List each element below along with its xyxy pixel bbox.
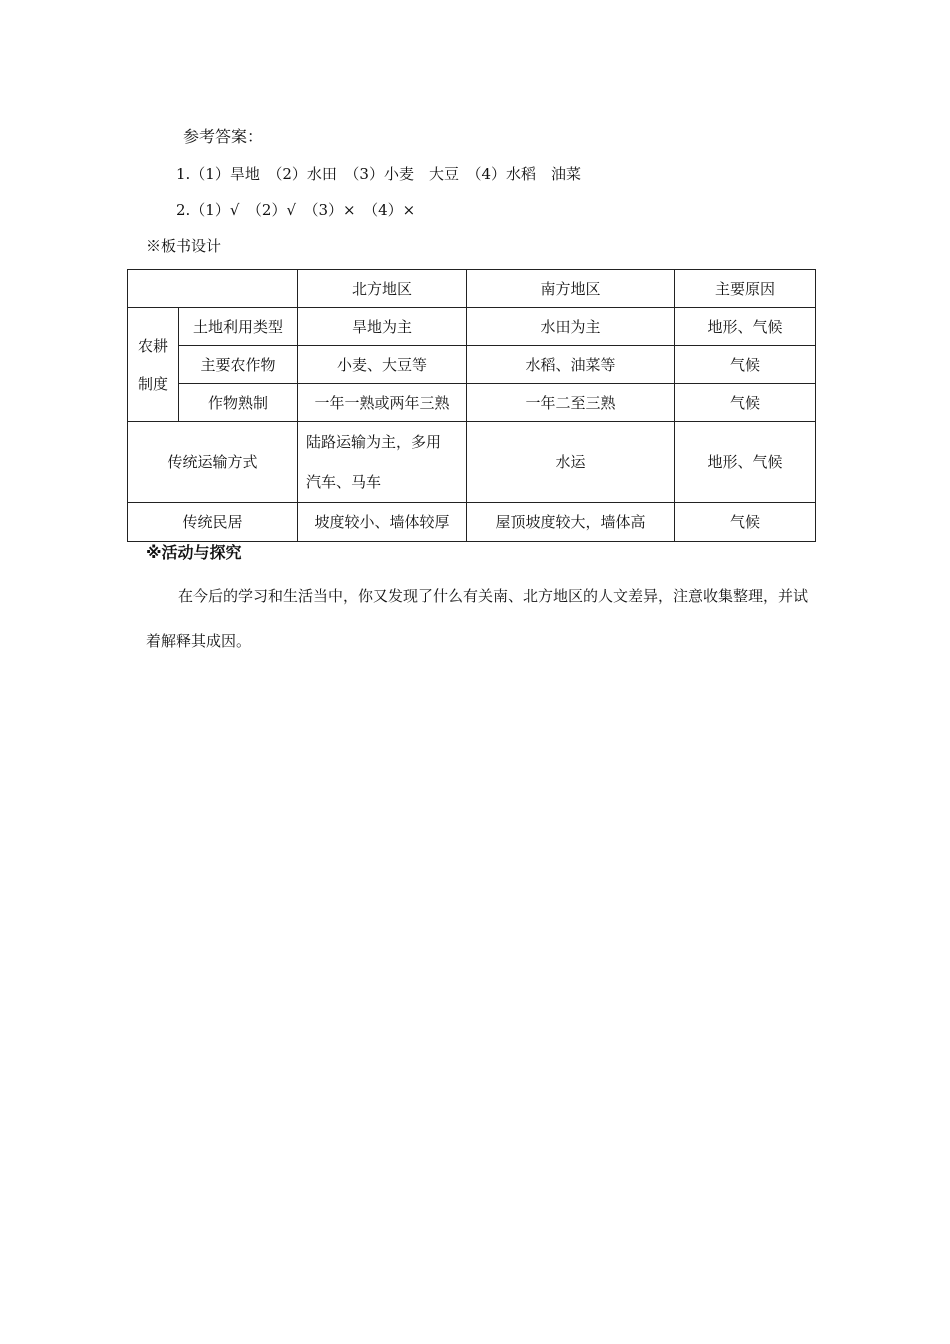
row-label: 作物熟制 — [179, 384, 298, 422]
transport-row — [128, 422, 816, 503]
answer-line-1: 1.（1）旱地 （2）水田 （3）小麦 大豆 （4）水稻 油菜 — [176, 165, 581, 183]
housing-south-cell: 屋顶坡度较大，墙体高 — [467, 503, 675, 542]
board-design-table — [127, 269, 816, 542]
housing-row — [128, 503, 816, 542]
table-row — [128, 384, 816, 422]
reference-answer-heading: 参考答案： — [183, 127, 264, 146]
south-cell: 一年二至三熟 — [467, 384, 675, 422]
south-cell: 水稻、油菜等 — [467, 346, 675, 384]
header-south: 南方地区 — [467, 270, 675, 308]
table-row — [128, 346, 816, 384]
header-north: 北方地区 — [298, 270, 467, 308]
table-row — [128, 308, 816, 346]
reason-cell: 地形、气候 — [675, 308, 816, 346]
south-cell: 水田为主 — [467, 308, 675, 346]
north-cell: 小麦、大豆等 — [298, 346, 467, 384]
north-cell: 旱地为主 — [298, 308, 467, 346]
farming-system-group-label — [128, 308, 179, 422]
row-label: 主要农作物 — [179, 346, 298, 384]
transport-label: 传统运输方式 — [128, 422, 298, 503]
activity-heading: ※活动与探究 — [146, 543, 242, 562]
north-cell: 一年一熟或两年三熟 — [298, 384, 467, 422]
row-label: 土地利用类型 — [179, 308, 298, 346]
housing-label: 传统民居 — [128, 503, 298, 542]
housing-reason-cell: 气候 — [675, 503, 816, 542]
housing-north-cell: 坡度较小、墙体较厚 — [298, 503, 467, 542]
transport-north-line-1: 陆路运输为主，多用 — [306, 433, 442, 451]
header-reason: 主要原因 — [675, 270, 816, 308]
answer-line-2: 2.（1）√ （2）√ （3）× （4）× — [176, 201, 416, 219]
header-empty-cell — [128, 270, 298, 308]
transport-south-cell: 水运 — [467, 422, 675, 503]
reason-cell: 气候 — [675, 346, 816, 384]
reason-cell: 气候 — [675, 384, 816, 422]
farming-group-line-2: 制度 — [137, 374, 168, 393]
transport-reason-cell: 地形、气候 — [675, 422, 816, 503]
board-design-heading: ※板书设计 — [146, 237, 222, 255]
activity-body-text: 在今后的学习和生活当中，你又发现了什么有关南、北方地区的人文差异，注意收集整理，并试着解释其成因。 — [146, 587, 809, 650]
table-header-row — [128, 270, 816, 308]
farming-group-line-1: 农耕 — [137, 336, 168, 355]
transport-north-line-2: 汽车、马车 — [306, 473, 382, 491]
transport-north-cell — [298, 422, 467, 503]
